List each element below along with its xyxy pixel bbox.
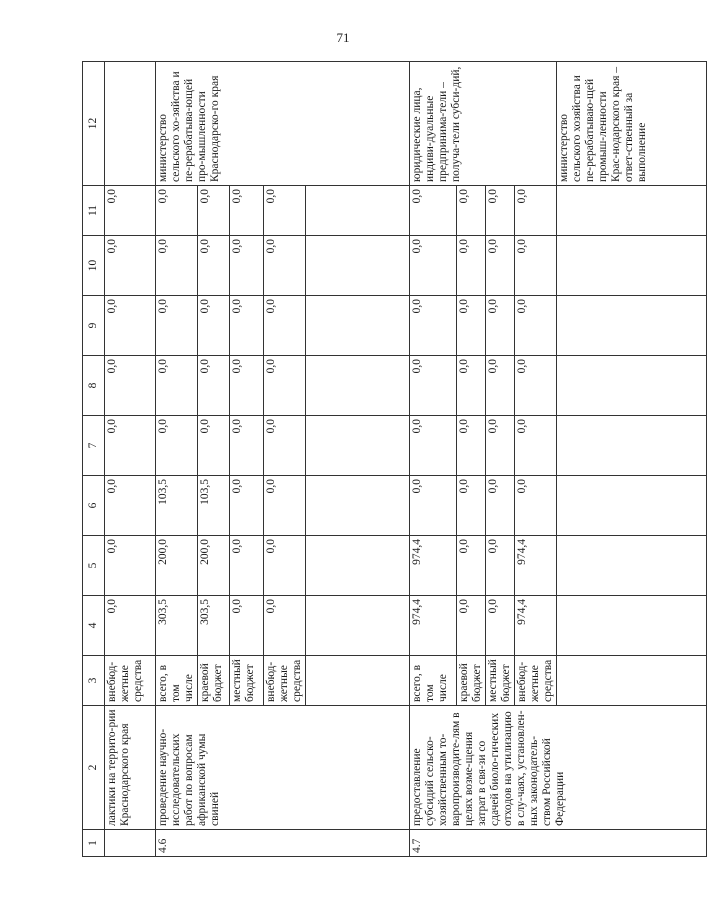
value-cell: 0,0: [486, 296, 515, 356]
value-cell: 0,0: [230, 536, 264, 596]
value-cell: 0,0: [105, 356, 156, 416]
rotated-table-container: [82, 62, 648, 857]
empty-cell: [557, 236, 707, 296]
value-cell: 0,0: [264, 186, 306, 236]
column-header-row: [83, 62, 105, 857]
value-cell: 0,0: [457, 596, 486, 656]
value-cell: 0,0: [105, 596, 156, 656]
value-cell: 0,0: [457, 476, 486, 536]
value-cell: 0,0: [410, 186, 457, 236]
value-cell: 0,0: [410, 236, 457, 296]
empty-cell: [306, 416, 410, 476]
funding-source: всего, в том числе: [410, 656, 457, 706]
value-cell: 0,0: [105, 476, 156, 536]
activity-name: проведение научно-исследовательских работ по вопросам африканской чумы свиней: [156, 706, 410, 830]
value-cell: 303,5: [198, 596, 230, 656]
program-activities-table: [82, 61, 707, 857]
empty-cell: [557, 656, 707, 706]
activity-name: лактики на террито-рии Краснодарского края: [105, 706, 156, 830]
responsible-party: министерство сельского хозяйства и пе-рерабатываю-щей промыш-ленности Крас-нодарского края – ответ-ственный за выполнение: [557, 62, 707, 186]
value-cell: 0,0: [486, 236, 515, 296]
col-header: 2: [83, 706, 105, 830]
empty-cell: [306, 596, 410, 656]
value-cell: 0,0: [198, 236, 230, 296]
value-cell: 103,5: [198, 476, 230, 536]
value-cell: 0,0: [198, 356, 230, 416]
responsible-party-recipients: юридические лица, индиви-дуальные предпринима-тели – получа-тели субси-дий,: [410, 62, 557, 186]
empty-cell: [557, 536, 707, 596]
value-cell: 0,0: [105, 416, 156, 476]
table-row: [105, 62, 156, 857]
value-cell: 0,0: [230, 236, 264, 296]
value-cell: 974,4: [515, 536, 557, 596]
value-cell: 0,0: [264, 296, 306, 356]
value-cell: 0,0: [105, 236, 156, 296]
col-header: 3: [83, 656, 105, 706]
empty-cell: [306, 296, 410, 356]
value-cell: 103,5: [156, 476, 198, 536]
value-cell: 0,0: [486, 536, 515, 596]
col-header: 8: [83, 356, 105, 416]
empty-cell: [306, 236, 410, 296]
value-cell: 0,0: [515, 236, 557, 296]
value-cell: 0,0: [156, 356, 198, 416]
col-header: 4: [83, 596, 105, 656]
empty-cell: [306, 356, 410, 416]
value-cell: 0,0: [230, 186, 264, 236]
responsible-party: министерство сельского хо-зяйства и пе-рерабатыва-ющей про-мышленности Краснодарско-го края: [156, 62, 410, 186]
value-cell: 0,0: [156, 416, 198, 476]
value-cell: 0,0: [486, 186, 515, 236]
value-cell: 0,0: [156, 236, 198, 296]
value-cell: 0,0: [457, 186, 486, 236]
table-row: [410, 62, 457, 857]
col-header: 7: [83, 416, 105, 476]
value-cell: 0,0: [486, 476, 515, 536]
funding-source: местный бюджет: [230, 656, 264, 706]
value-cell: 0,0: [457, 356, 486, 416]
value-cell: 0,0: [264, 536, 306, 596]
value-cell: 0,0: [198, 416, 230, 476]
empty-cell: [306, 476, 410, 536]
value-cell: 303,5: [156, 596, 198, 656]
value-cell: 0,0: [410, 296, 457, 356]
value-cell: 200,0: [156, 536, 198, 596]
funding-source: всего, в том числе: [156, 656, 198, 706]
value-cell: 0,0: [156, 296, 198, 356]
value-cell: 0,0: [230, 356, 264, 416]
value-cell: 0,0: [230, 296, 264, 356]
col-header: 1: [83, 830, 105, 857]
col-header: 12: [83, 62, 105, 186]
value-cell: 0,0: [457, 236, 486, 296]
value-cell: 0,0: [515, 296, 557, 356]
funding-source: краевой бюджет: [198, 656, 230, 706]
empty-cell: [306, 186, 410, 236]
value-cell: 0,0: [515, 476, 557, 536]
value-cell: 0,0: [486, 596, 515, 656]
empty-cell: [557, 186, 707, 236]
empty-cell: [306, 656, 410, 706]
value-cell: 0,0: [515, 416, 557, 476]
value-cell: 0,0: [486, 416, 515, 476]
value-cell: 0,0: [410, 416, 457, 476]
value-cell: 0,0: [457, 536, 486, 596]
value-cell: 0,0: [457, 296, 486, 356]
funding-source: местный бюджет: [486, 656, 515, 706]
table-row: [156, 62, 198, 857]
col-header: 11: [83, 186, 105, 236]
value-cell: 974,4: [410, 596, 457, 656]
empty-cell: [306, 536, 410, 596]
value-cell: 0,0: [264, 236, 306, 296]
funding-source: внебюд-жетные средства: [105, 656, 156, 706]
row-number: [105, 830, 156, 857]
value-cell: 974,4: [410, 536, 457, 596]
col-header: 9: [83, 296, 105, 356]
value-cell: 200,0: [198, 536, 230, 596]
value-cell: 0,0: [105, 296, 156, 356]
empty-cell: [557, 356, 707, 416]
col-header: 5: [83, 536, 105, 596]
value-cell: 0,0: [457, 416, 486, 476]
value-cell: 0,0: [264, 476, 306, 536]
value-cell: 0,0: [230, 476, 264, 536]
value-cell: 0,0: [515, 186, 557, 236]
value-cell: 0,0: [198, 186, 230, 236]
value-cell: 0,0: [410, 356, 457, 416]
empty-cell: [557, 596, 707, 656]
value-cell: 974,4: [515, 596, 557, 656]
responsible-party: [105, 62, 156, 186]
empty-cell: [557, 296, 707, 356]
value-cell: 0,0: [410, 476, 457, 536]
funding-source: краевой бюджет: [457, 656, 486, 706]
value-cell: 0,0: [515, 356, 557, 416]
activity-name: предоставление субсидий сельско-хозяйственным то-варопроизводите-лям в целях возме-щения затрат в свя-зи со сдачей биоло-гических отходов на утилизацию в слу-чаях, установлен-ных законодатель-ством Российской Федерации: [410, 706, 707, 830]
col-header: 6: [83, 476, 105, 536]
funding-source: внебюд-жетные средства: [264, 656, 306, 706]
empty-cell: [557, 416, 707, 476]
value-cell: 0,0: [264, 416, 306, 476]
empty-cell: [557, 476, 707, 536]
row-number: 4.6: [156, 830, 410, 857]
value-cell: 0,0: [198, 296, 230, 356]
row-number: 4.7: [410, 830, 707, 857]
page-number: 71: [336, 30, 350, 45]
value-cell: 0,0: [264, 356, 306, 416]
value-cell: 0,0: [264, 596, 306, 656]
value-cell: 0,0: [156, 186, 198, 236]
funding-source: внебюд-жетные средства: [515, 656, 557, 706]
col-header: 10: [83, 236, 105, 296]
value-cell: 0,0: [105, 186, 156, 236]
value-cell: 0,0: [486, 356, 515, 416]
value-cell: 0,0: [105, 536, 156, 596]
value-cell: 0,0: [230, 416, 264, 476]
value-cell: 0,0: [230, 596, 264, 656]
